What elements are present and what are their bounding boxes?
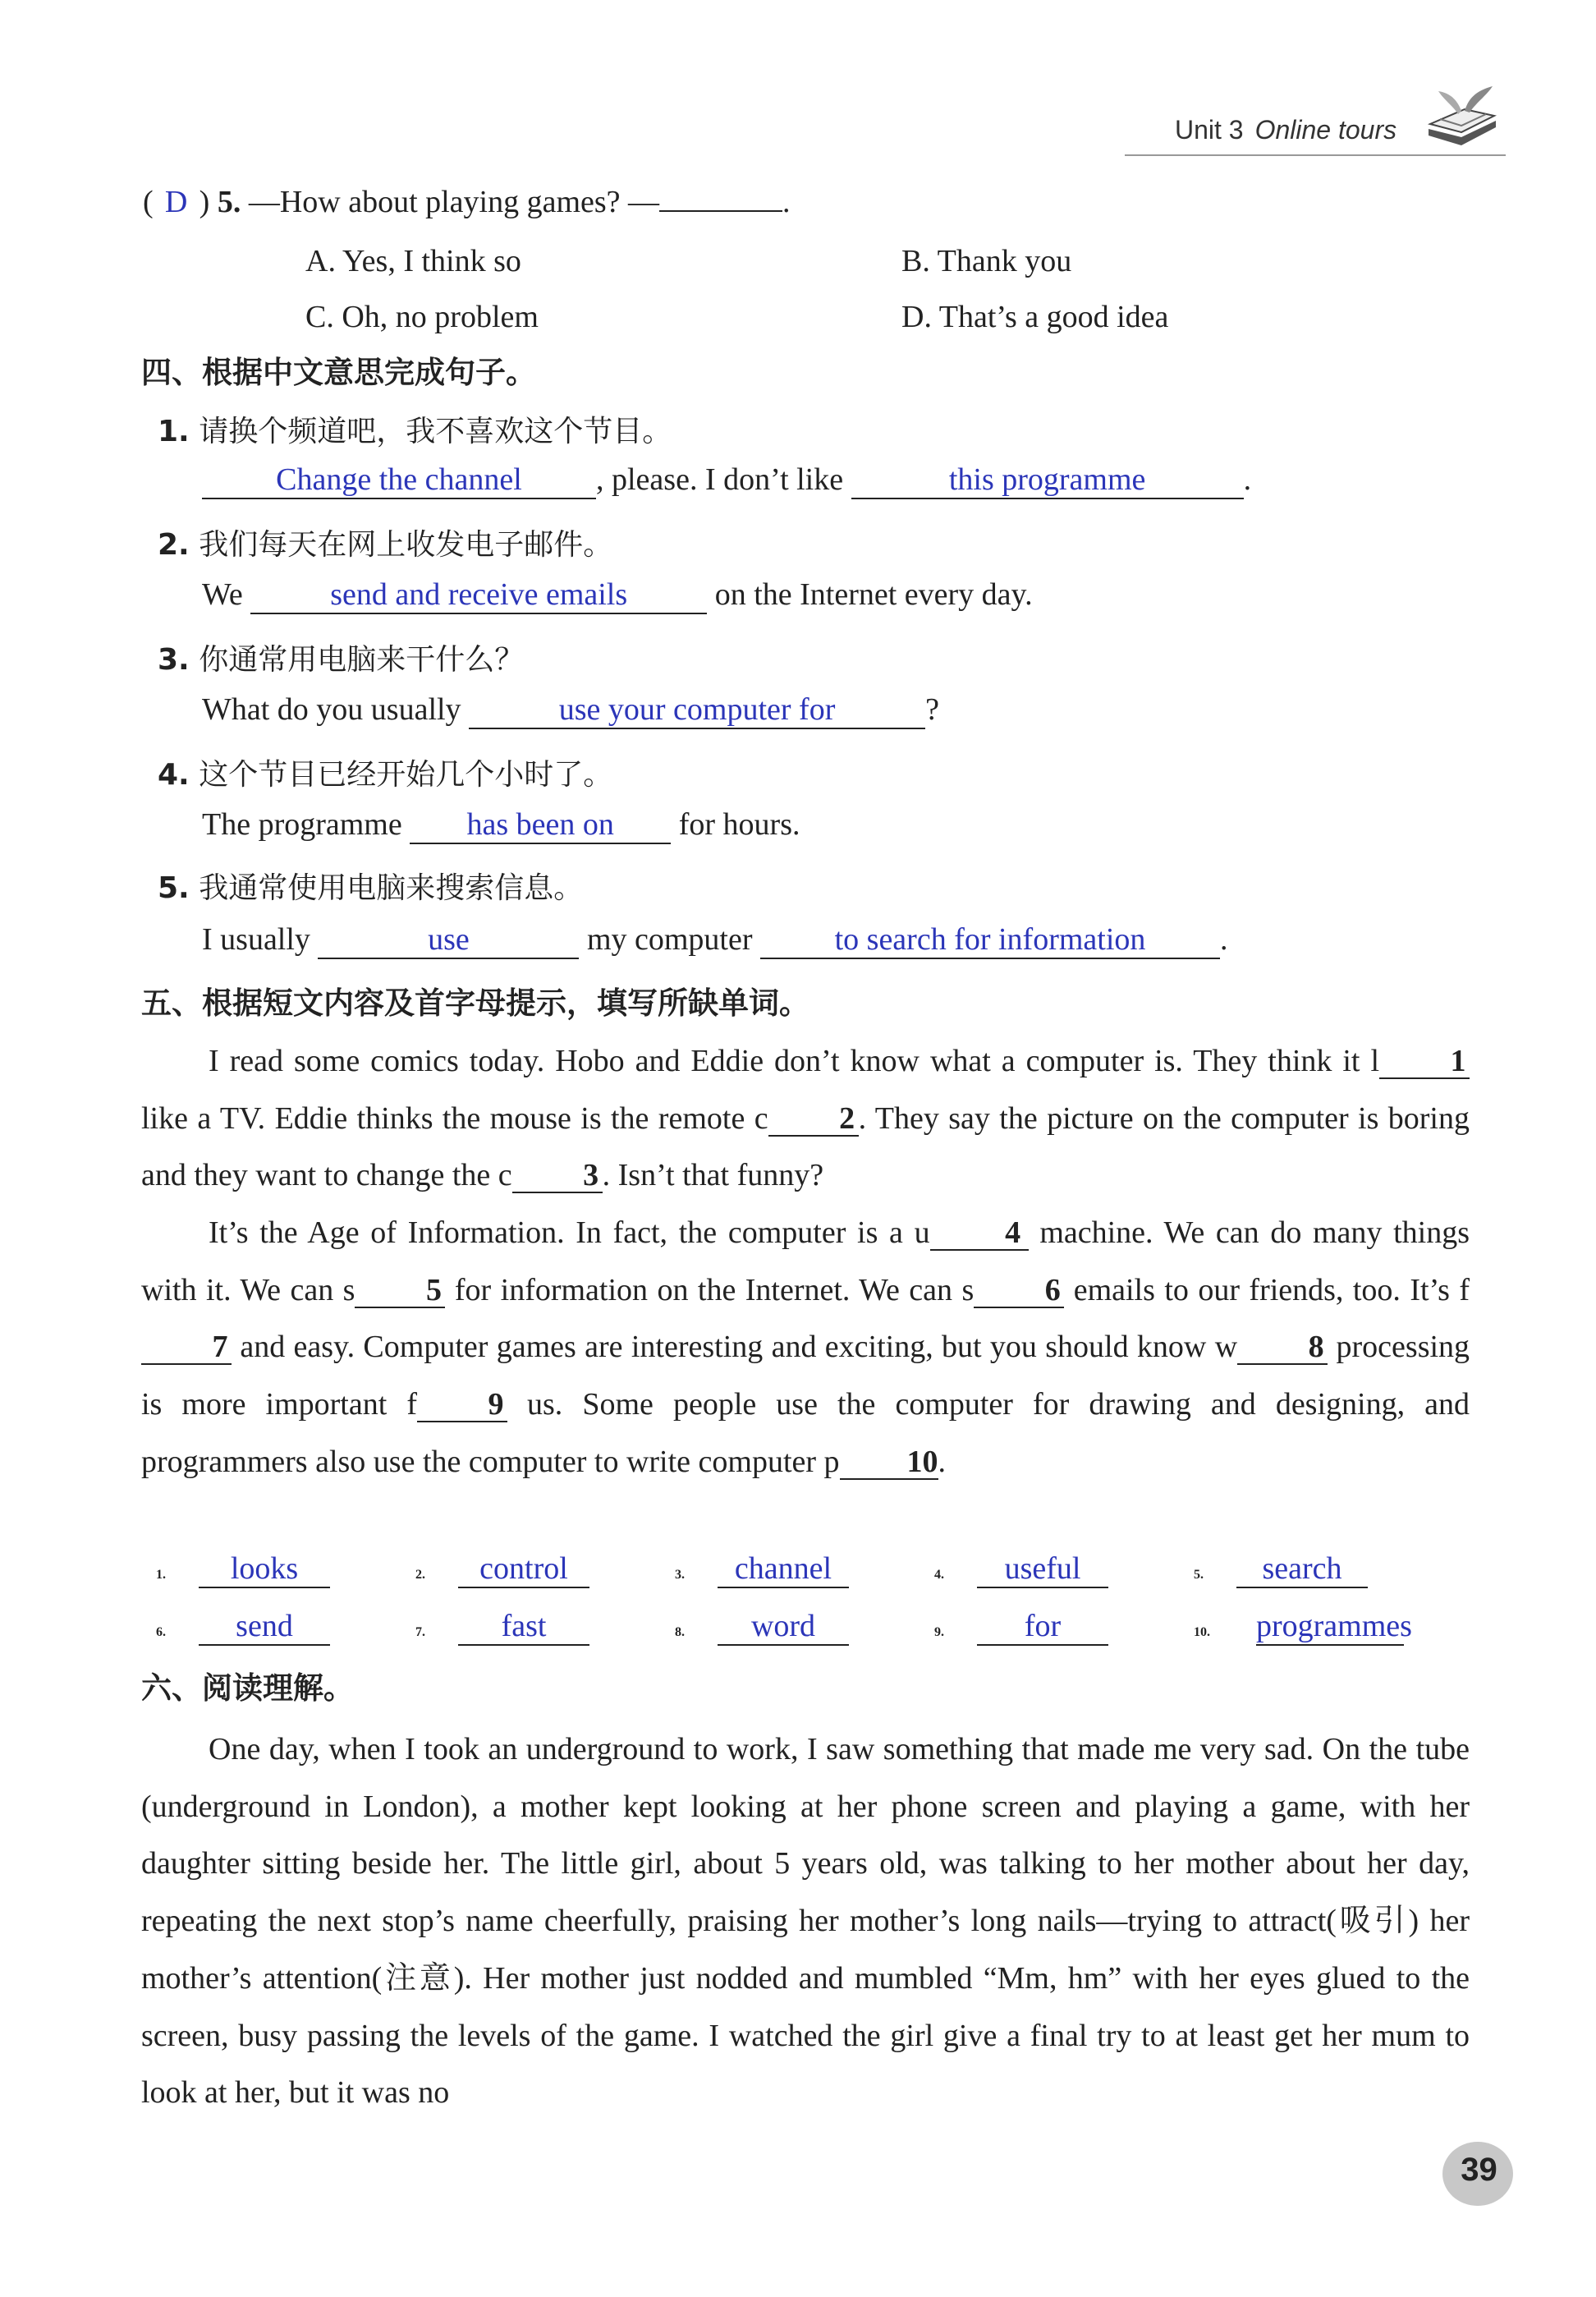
s4-item4-start: The programme: [202, 807, 402, 842]
blank-1: 1: [1379, 1045, 1470, 1079]
p1-text2: like a TV. Eddie thinks the mouse is the remote: [141, 1100, 745, 1136]
p1-text3: . They say the picture on the computer is boring and they want to change the: [141, 1100, 1470, 1193]
blank-4: 4: [930, 1216, 1029, 1251]
s4-item1-answer1: Change the channel: [202, 462, 596, 499]
s4-item1-text: 请换个频道吧，我不喜欢这个节目。: [199, 415, 672, 448]
hint-f1: f: [1459, 1272, 1470, 1307]
section4-title: 四、根据中文意思完成句子。: [141, 355, 536, 390]
answer-6: [156, 1608, 330, 1646]
answer-1-num: 1.: [156, 1568, 166, 1582]
q5-option-d: D. That’s a good idea: [901, 300, 1169, 334]
s4-item4-answer1: has been on: [410, 806, 671, 844]
answer-1: [156, 1550, 330, 1588]
answer-9-num: 9.: [934, 1625, 944, 1639]
blank-8: 8: [1237, 1330, 1328, 1365]
q5-option-c: C. Oh, no problem: [305, 300, 539, 334]
s4-item5-text: 我通常使用电脑来搜索信息。: [199, 871, 584, 905]
answer-9: [934, 1608, 1108, 1646]
answer-7-num: 7.: [415, 1625, 425, 1639]
section6-passage: One day, when I took an underground to work, I saw something that made me very sad. On the tube (underground in London), a mother kept looking at her phone screen and playing a game, with her daughter sitting beside her. The little girl, about 5 years old, was talking to her mother about her day, repeating the next stop’s name cheerfully, praising her mother’s long nails—trying to attract(吸引) her mother’s attention(注意). Her mother just nodded and mumbled “Mm, hm” with her eyes glued to the screen, busy passing the levels of the game. I watched the girl give a final try to at least get her mum to look at her, but it was no: [141, 1732, 1470, 2111]
section5-paragraph1: [141, 1033, 1470, 1205]
s4-item4-text: 这个节目已经开始几个小时了。: [199, 758, 613, 792]
q5-blank: [659, 210, 782, 212]
p2-text8: .: [938, 1444, 947, 1479]
s4-item1-mid: , please. I don’t like: [596, 462, 844, 497]
answer-10-word: programmes: [1256, 1608, 1404, 1646]
s4-item5-start: I usually: [202, 922, 310, 957]
answer-6-num: 6.: [156, 1625, 166, 1639]
answer-5-num: 5.: [1194, 1568, 1204, 1582]
s4-item1-num: 1.: [158, 415, 190, 448]
s4-item5-mid: my computer: [586, 922, 753, 957]
hint-p: p: [823, 1444, 840, 1479]
answer-6-word: send: [199, 1608, 330, 1646]
blank-2: 2: [768, 1102, 859, 1137]
s4-item5-answer1: use: [318, 921, 579, 959]
q5-number: 5.: [217, 185, 241, 219]
answer-4-word: useful: [977, 1550, 1108, 1588]
p2-text4: emails to our friends, too. It’s: [1073, 1272, 1450, 1307]
blank-3: 3: [512, 1159, 603, 1193]
q5-line: ( D ) 5. —How about playing games? — .: [143, 182, 791, 222]
s4-item3-text: 你通常用电脑来干什么？: [199, 643, 525, 677]
unit-title: Online tours: [1254, 115, 1397, 145]
p1-text1: I read some comics today. Hobo and Eddie don’t know what a computer is. They think it: [209, 1044, 1360, 1078]
s4-item3-answer1: use your computer for: [469, 691, 925, 729]
s4-item2-end: on the Internet every day.: [714, 577, 1033, 612]
answer-9-word: for: [977, 1608, 1108, 1646]
p2-text7: us. Some people use the computer for drawing and designing, and programmers also use the computer to write computer: [141, 1387, 1470, 1479]
s4-item5-num: 5.: [158, 871, 190, 905]
answer-8-num: 8.: [675, 1625, 685, 1639]
s4-item1-answer2: this programme: [851, 462, 1244, 499]
blank-7: 7: [141, 1330, 232, 1365]
s4-item3-num: 3.: [158, 643, 190, 677]
s4-item4-num: 4.: [158, 758, 190, 792]
p2-text3: for information on the Internet. We can: [454, 1272, 953, 1307]
hint-u: u: [914, 1215, 930, 1250]
q5-answer: D: [164, 185, 188, 219]
p2-text5: and easy. Computer games are interesting and exciting, but you should know: [240, 1330, 1207, 1365]
q5-option-b: B. Thank you: [901, 244, 1072, 278]
unit-label: Unit 3: [1174, 115, 1244, 145]
s4-item4-cn: [158, 756, 612, 795]
answer-1-word: looks: [199, 1550, 330, 1588]
answer-2-num: 2.: [415, 1568, 425, 1582]
answer-7: [415, 1608, 589, 1646]
s4-item2-cn: [158, 526, 612, 565]
s4-item1-sentence: [202, 460, 1251, 499]
s4-item2-sentence: [202, 575, 1033, 614]
answer-3: [675, 1550, 849, 1588]
p2-text6: processing is more important: [141, 1330, 1470, 1422]
s4-item1-cn: [158, 412, 672, 452]
answer-8: [675, 1608, 849, 1646]
hint-f2: f: [406, 1387, 417, 1422]
section5-title: 五、根据短文内容及首字母提示，填写所缺单词。: [141, 985, 809, 1021]
s4-item5-answer2: to search for information: [760, 921, 1220, 959]
s4-item4-end: for hours.: [678, 807, 800, 842]
hint-s1: s: [342, 1272, 355, 1307]
section5-paragraph2: [141, 1205, 1470, 1491]
s4-item3-cn: [158, 641, 524, 680]
s4-item1-end: .: [1243, 462, 1252, 497]
s4-item5-sentence: [202, 920, 1228, 959]
answer-4: [934, 1550, 1108, 1588]
book-icon: [1424, 78, 1499, 154]
answer-7-word: fast: [458, 1608, 589, 1646]
q5-option-a: A. Yes, I think so: [305, 244, 521, 278]
hint-c2: c: [498, 1158, 512, 1193]
answer-4-num: 4.: [934, 1568, 944, 1582]
hint-c1: c: [754, 1100, 768, 1136]
page-number-badge: [1436, 2130, 1522, 2217]
answer-3-word: channel: [718, 1550, 849, 1588]
blank-10: 10: [840, 1445, 938, 1480]
answer-10: [1194, 1608, 1412, 1646]
answer-10-num: 10.: [1194, 1625, 1210, 1639]
blank-6: 6: [974, 1274, 1064, 1308]
s4-item3-sentence: [202, 690, 939, 729]
s4-item2-start: We: [202, 577, 243, 612]
s4-item5-cn: [158, 869, 583, 908]
answer-8-word: word: [718, 1608, 849, 1646]
p2-text1: It’s the Age of Information. In fact, the computer is a: [209, 1215, 903, 1250]
page-number: 39: [1461, 2152, 1497, 2188]
blank-9: 9: [417, 1388, 507, 1422]
hint-w: w: [1214, 1330, 1238, 1365]
answer-3-num: 3.: [675, 1568, 685, 1582]
s4-item3-end: ?: [925, 692, 939, 727]
p1-text4: . Isn’t that funny?: [602, 1158, 824, 1193]
p2-text2: machine. We can do many things with it. We can: [141, 1215, 1470, 1307]
answer-5-word: search: [1236, 1550, 1368, 1588]
q5-question: —How about playing games? —: [248, 185, 660, 219]
header-rule: [1125, 154, 1506, 156]
answer-5: [1194, 1550, 1368, 1588]
s4-item4-sentence: [202, 805, 800, 844]
hint-l: l: [1370, 1044, 1379, 1078]
s4-item2-answer1: send and receive emails: [250, 577, 707, 614]
s4-item2-num: 2.: [158, 528, 190, 562]
section6-title: 六、阅读理解。: [141, 1670, 354, 1706]
s4-item5-end: .: [1220, 922, 1228, 957]
s4-item2-text: 我们每天在网上收发电子邮件。: [199, 528, 613, 562]
answer-2-word: control: [458, 1550, 589, 1588]
answer-2: [415, 1550, 589, 1588]
s4-item3-start: What do you usually: [202, 692, 461, 727]
blank-5: 5: [355, 1274, 445, 1308]
hint-s2: s: [961, 1272, 975, 1307]
